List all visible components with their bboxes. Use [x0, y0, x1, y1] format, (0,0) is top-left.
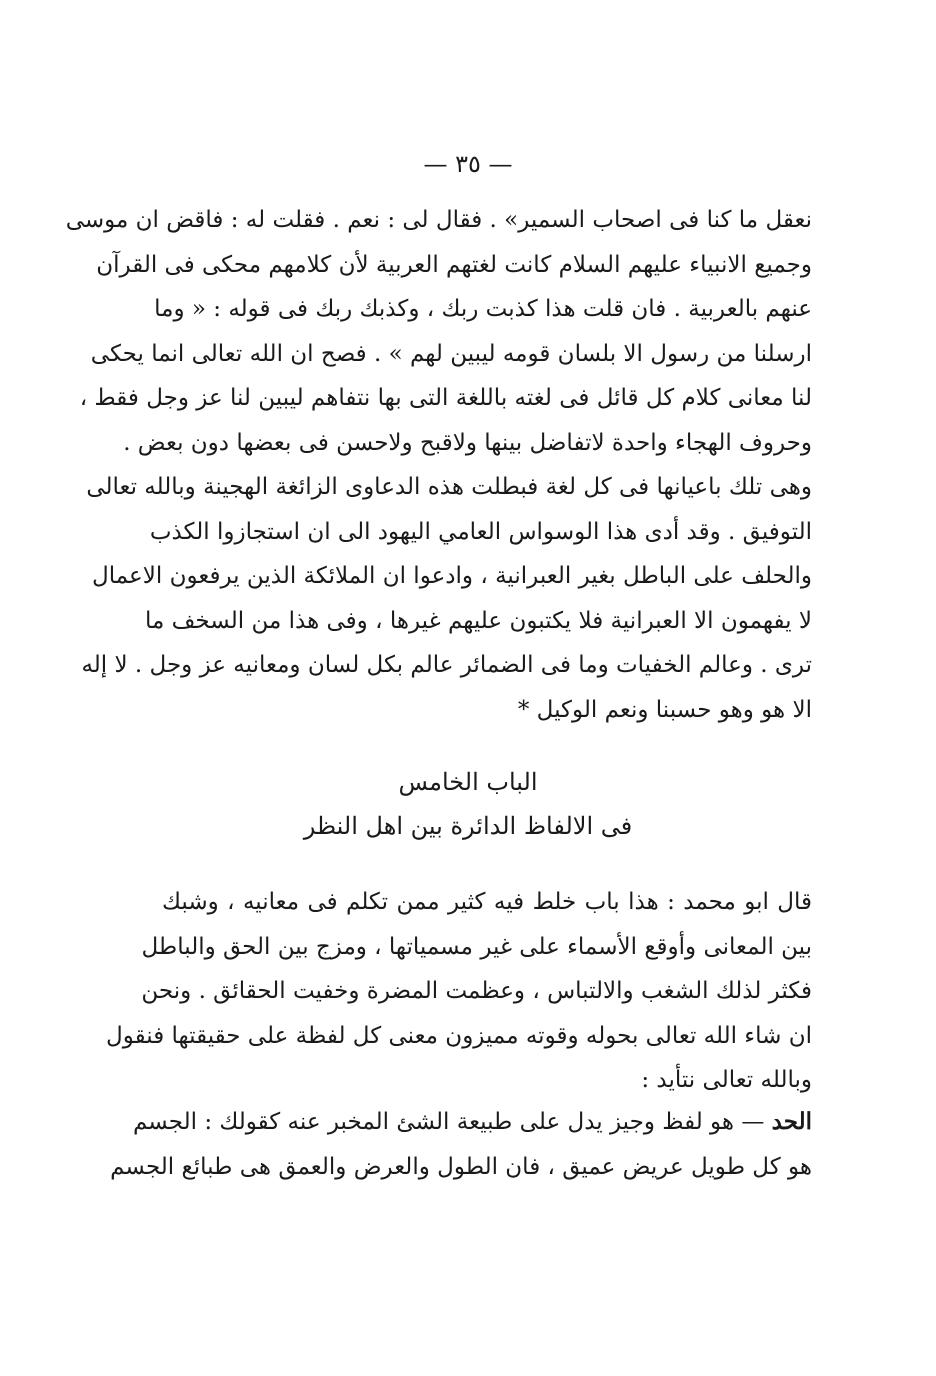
- definition-text: — هو لفظ وجيز يدل على طبيعة الشئ المخبر عنه كقولك : الجسم: [132, 1109, 765, 1135]
- text-line: وحروف الهجاء واحدة لاتفاضل بينها ولاقبح ولاحسن فى بعضها دون بعض .: [123, 429, 812, 456]
- text-line: ارسلنا من رسول الا بلسان قومه ليبين لهم » . فصح ان الله تعالى انما يحكى: [90, 340, 812, 367]
- paragraph-two: [106, 880, 812, 1103]
- text-line: بين المعانى وأوقع الأسماء على غير مسمياتها ، ومزج بين الحق والباطل: [141, 933, 812, 960]
- text-line: هو كل طويل عريض عميق ، فان الطول والعرض والعمق هى طبائع الجسم: [110, 1153, 812, 1180]
- text-line: والحلف على الباطل بغير العبرانية ، وادعوا ان الملائكة الذين يرفعون الاعمال: [92, 563, 812, 589]
- text-line: ترى . وعالم الخفيات وما فى الضمائر عالم بكل لسان ومعانيه عز وجل . لا إله: [81, 652, 812, 678]
- text-line: نعقل ما كنا فى اصحاب السمير» . فقال لى : نعم . فقلت له : فاقض ان موسى: [65, 207, 812, 233]
- text-line: وهى تلك باعيانها فى كل لغة فبطلت هذه الدعاوى الزائغة الهجينة وبالله تعالى: [86, 474, 812, 500]
- text-line: [132, 1100, 812, 1145]
- definition-term: الحد: [771, 1108, 812, 1135]
- text-line: وبالله تعالى نتأيد :: [641, 1067, 812, 1093]
- chapter-subtitle: فى الالفاظ الدائرة بين اهل النظر: [303, 812, 633, 840]
- text-line: ان شاء الله تعالى بحوله وقوته مميزون معنى كل لفظة على حقيقتها فنقول: [106, 1022, 812, 1049]
- text-line: عنهم بالعربية . فان قلت هذا كذبت ربك ، وكذبك ربك فى قوله : « وما: [154, 296, 812, 322]
- text-line: الا هو وهو حسبنا ونعم الوكيل *: [517, 696, 812, 723]
- text-line: التوفيق . وقد أدى هذا الوسواس العامي اليهود الى ان استجازوا الكذب: [149, 518, 812, 545]
- text-line: قال ابو محمد : هذا باب خلط فيه كثير ممن تكلم فى معانيه ، وشبك: [162, 889, 812, 915]
- text-line: لا يفهمون الا العبرانية فلا يكتبون عليهم غيرها ، وفى هذا من السخف ما: [144, 607, 812, 634]
- text-line: وجميع الانبياء عليهم السلام كانت لغتهم العربية لأن كلامهم محكى فى القرآن: [96, 251, 812, 278]
- paragraph-three: [110, 1100, 812, 1189]
- page-number: — ٣٥ —: [423, 150, 513, 178]
- chapter-heading: الباب الخامس: [398, 768, 538, 796]
- paragraph-one: [65, 198, 812, 732]
- text-line: لنا معانى كلام كل قائل فى لغته باللغة التى بها نتفاهم ليبين لنا عز وجل فقط ،: [79, 385, 812, 411]
- text-line: فكثر لذلك الشغب والالتباس ، وعظمت المضرة وخفيت الحقائق . ونحن: [141, 978, 812, 1004]
